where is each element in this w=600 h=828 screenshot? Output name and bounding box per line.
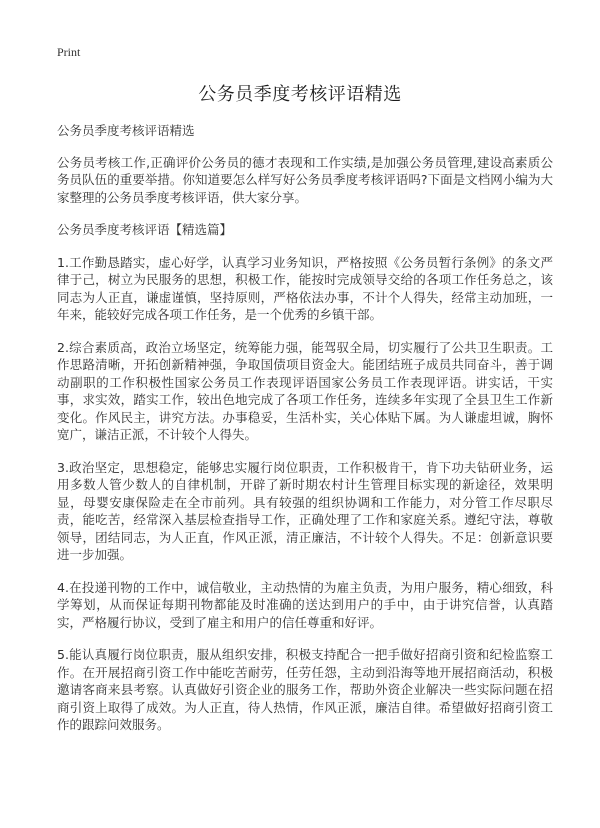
review-item-2: 2.综合素质高，政治立场坚定，统筹能力强，能驾驭全局，切实履行了公共卫生职责。工作思路清晰，开拓创新精神强，争取国债项目资金大。能团结班子成员共同奋斗，善于调动副职的工作积极性国家公务员工作表现评语国家公务员工作表现评语。讲实话，干实事，求实效，踏实工作，较出色地完成了各项工作任务，连续多年实现了全县卫生工作新变化。作风民主，讲究方法。办事稳妥，生活朴实，关心体贴下属。为人谦虚坦诚，胸怀宽广，谦洁正派，不计较个人得失。 xyxy=(57,339,553,442)
document-body xyxy=(57,122,553,749)
review-item-5: 5.能认真履行岗位职责，服从组织安排，积极支持配合一把手做好招商引资和纪检监察工作。在开展招商引资工作中能吃苦耐劳，任劳任怨，主动到沿海等地开展招商活动，积极邀请客商来县考察。认真做好引资企业的服务工作，帮助外资企业解决一些实际问题在招商引资上取得了成效。为人正直，待人热情，作风正派，廉洁自律。希望做好招商引资工作的跟踪问效服务。 xyxy=(57,647,553,732)
document-subtitle: 公务员季度考核评语精选 xyxy=(57,123,195,138)
print-label: Print xyxy=(57,45,81,59)
section-heading: 公务员季度考核评语【精选篇】 xyxy=(57,222,233,237)
page-title: 公务员季度考核评语精选 xyxy=(198,84,402,105)
review-item-4: 4.在投递刊物的工作中，诚信敬业，主动热情的为雇主负责，为用户服务，精心细致，科学筹划，从而保证每期刊物都能及时准确的送达到用户的手中，由于讲究信誉，认真踏实，严格履行协议，受到了雇主和用户的信任尊重和好评。 xyxy=(57,579,553,630)
review-item-3: 3.政治坚定，思想稳定，能够忠实履行岗位职责，工作积极肯干，肯下功夫钻研业务，运用多数人管少数人的自律机制，开辟了新时期农村计生管理目标实现的新途径，效果明显，母婴安康保险走在全市前列。具有较强的组织协调和工作能力，对分管工作尽职尽责，能吃苦，经常深入基层检查指导工作，正确处理了工作和家庭关系。遵纪守法，尊敬领导，团结同志，为人正直，作风正派，清正廉洁，不计较个人得失。不足：创新意识要进一步加强。 xyxy=(57,459,553,562)
review-item-1: 1.工作勤恳踏实，虚心好学，认真学习业务知识，严格按照《公务员暂行条例》的条文严律于己，树立为民服务的思想，积极工作，能按时完成领导交给的各项工作任务总之，该同志为人正直，谦虚谨慎，坚持原则，严格依法办事，不计个人得失，经常主动加班，一年来，能较好完成各项工作任务，是一个优秀的乡镇干部。 xyxy=(57,254,553,322)
intro-paragraph: 公务员考核工作,正确评价公务员的德才表现和工作实绩,是加强公务员管理,建设高素质公务员队伍的重要举措。你知道要怎么样写好公务员季度考核评语吗?下面是文档网小编为大家整理的公务员季度考核评语，供大家分享。 xyxy=(57,154,553,205)
